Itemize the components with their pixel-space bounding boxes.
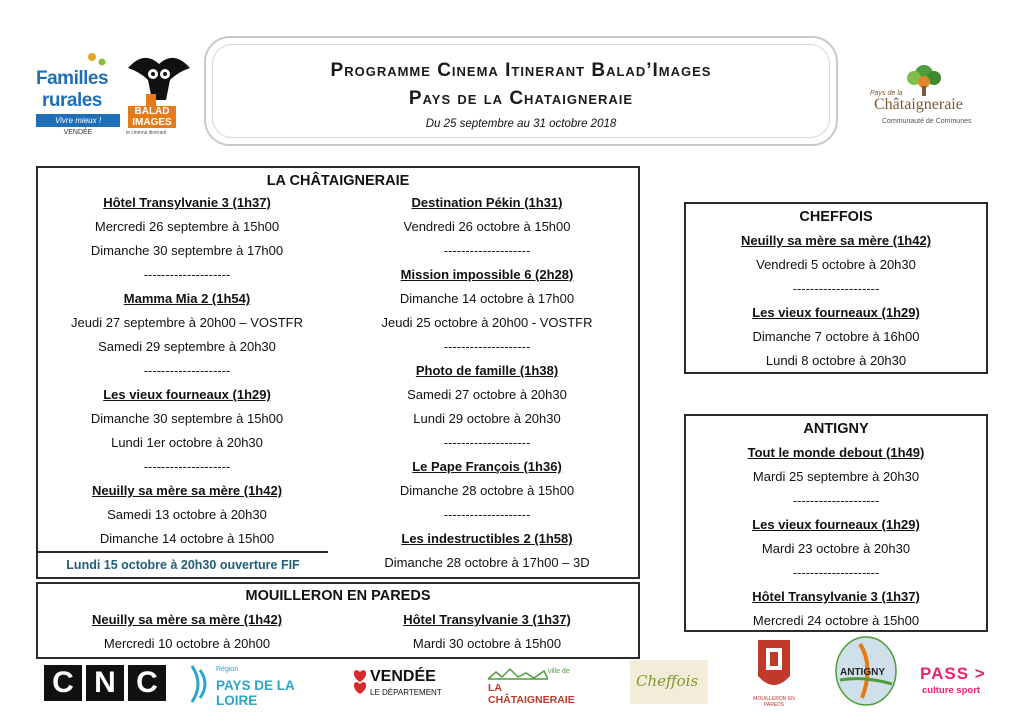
antigny-logo: [834, 636, 898, 706]
mouilleron-box: [36, 582, 640, 659]
showtime: Mardi 25 septembre à 20h30: [752, 469, 920, 484]
vendee-departement-logo: [352, 666, 448, 702]
antigny-box: [684, 414, 988, 632]
pass-line1: PASS >: [920, 664, 986, 683]
movie-title: Mamma Mia 2 (1h54): [123, 291, 251, 306]
movie-title: Destination Pékin (1h31): [411, 195, 563, 210]
familles-rurales-sub: VENDÉE: [63, 129, 93, 136]
showtime: Dimanche 30 septembre à 17h00: [90, 243, 284, 258]
movie-title: Mission impossible 6 (2h28): [400, 267, 574, 282]
showtime: Jeudi 25 octobre à 20h00 - VOSTFR: [381, 315, 593, 330]
showtime: Samedi 13 octobre à 20h30: [107, 507, 267, 522]
movie-title: Hôtel Transylvanie 3 (1h37): [403, 612, 571, 627]
vendee-sub: LE DÉPARTEMENT: [370, 688, 442, 697]
separator: --------------------: [443, 243, 531, 258]
showtime: Dimanche 28 octobre à 15h00: [399, 483, 575, 498]
familles-word: Familles: [36, 68, 109, 89]
showtime: Dimanche 7 octobre à 16h00: [752, 329, 920, 344]
showtime: Lundi 8 octobre à 20h30: [765, 353, 907, 368]
pays-name: Châtaigneraie: [874, 96, 963, 113]
movie-title: Les vieux fourneaux (1h29): [752, 305, 920, 320]
date-range: Du 25 septembre au 31 octobre 2018: [425, 118, 617, 130]
cnc-letter-1: C: [44, 665, 82, 701]
separator: --------------------: [143, 363, 231, 378]
cnc-logo: [44, 665, 170, 703]
fif-opening-note: Lundi 15 octobre à 20h30 ouverture FIF: [38, 551, 328, 575]
cheffois-title: CHEFFOIS: [799, 209, 873, 225]
showtime: Mercredi 10 octobre à 20h00: [103, 636, 271, 651]
separator: --------------------: [792, 565, 880, 580]
separator: --------------------: [443, 507, 531, 522]
skyline-icon: [488, 666, 548, 680]
movie-title: Les vieux fourneaux (1h29): [103, 387, 271, 402]
separator: --------------------: [792, 493, 880, 508]
movie-title: Hôtel Transylvanie 3 (1h37): [752, 589, 920, 604]
separator: --------------------: [443, 435, 531, 450]
mouilleron-crest-icon: [752, 636, 796, 696]
separator: --------------------: [143, 267, 231, 282]
ville-small-label: ville de: [548, 668, 570, 675]
vendee-hearts-icon: [352, 668, 368, 698]
balad-images-text: BALAD IMAGES: [128, 106, 176, 128]
movie-title: Photo de famille (1h38): [415, 363, 559, 378]
showtime: Dimanche 14 octobre à 15h00: [99, 531, 275, 546]
movie-title: Les vieux fourneaux (1h29): [752, 517, 920, 532]
tree-icon: [894, 62, 954, 98]
region-pays-de-la-loire-logo: [188, 664, 338, 708]
pays-chataigneraie-logo: [868, 62, 988, 134]
title-frame: [204, 36, 838, 146]
separator: --------------------: [143, 459, 231, 474]
ville-name: LA CHÂTAIGNERAIE: [488, 682, 575, 706]
showtime: Samedi 29 septembre à 20h30: [98, 339, 276, 354]
showtime: Dimanche 28 octobre à 17h00 – 3D: [384, 555, 590, 570]
movie-title: Les indestructibles 2 (1h58): [401, 531, 573, 546]
showtime: Samedi 27 octobre à 20h30: [407, 387, 567, 402]
region-arcs-icon: [188, 664, 212, 704]
pass-line2: culture sport: [922, 685, 981, 696]
familles-rurales-logo: [36, 52, 120, 142]
antigny-logo-name: ANTIGNY: [840, 667, 885, 678]
separator: --------------------: [443, 339, 531, 354]
page-title: Programme Cinema Itinerant Balad’Images: [330, 60, 712, 81]
chataigneraie-box: [36, 166, 640, 579]
showtime: Vendredi 5 octobre à 20h30: [756, 257, 916, 272]
familles-rurales-tagline: Vivre mieux !: [36, 114, 120, 127]
showtime: Lundi 29 octobre à 20h30: [413, 411, 561, 426]
cheffois-logo-name: Cheffois: [636, 672, 699, 690]
showtime: Vendredi 26 octobre à 15h00: [403, 219, 571, 234]
movie-title: Hôtel Transylvanie 3 (1h37): [103, 195, 271, 210]
mouilleron-logo: [752, 636, 796, 706]
movie-title: Neuilly sa mère sa mère (1h42): [740, 233, 932, 248]
cnc-letter-2: N: [86, 665, 124, 701]
antigny-title: ANTIGNY: [803, 421, 869, 437]
page-subtitle: Pays de la Chataigneraie: [408, 88, 634, 109]
mouilleron-title: MOUILLERON EN PAREDS: [245, 588, 431, 604]
showtime: Mercredi 24 octobre à 15h00: [752, 613, 920, 628]
ville-chataigneraie-logo: [486, 666, 582, 706]
separator: --------------------: [792, 281, 880, 296]
balad-images-logo: [126, 50, 192, 142]
region-name: PAYS DE LA LOIRE: [216, 678, 295, 708]
showtime: Jeudi 27 septembre à 20h00 – VOSTFR: [71, 315, 303, 330]
owl-icon: [126, 50, 192, 108]
movie-title: Tout le monde debout (1h49): [747, 445, 925, 460]
chataigneraie-title: LA CHÂTAIGNERAIE: [266, 173, 410, 189]
cheffois-logo: [630, 660, 708, 704]
showtime: Dimanche 14 octobre à 17h00: [399, 291, 575, 306]
showtime: Mardi 30 octobre à 15h00: [412, 636, 562, 651]
movie-title: Le Pape François (1h36): [412, 459, 562, 474]
balad-images-sub: le cinéma itinérant: [126, 130, 167, 136]
movie-title: Neuilly sa mère sa mère (1h42): [91, 483, 283, 498]
cheffois-box: [684, 202, 988, 374]
region-top-label: Région: [216, 666, 239, 673]
cnc-letter-3: C: [128, 665, 166, 701]
mouilleron-caption: MOUILLERON EN PAREDS: [753, 696, 795, 708]
pays-sub: Communauté de Communes: [882, 118, 972, 125]
showtime: Lundi 1er octobre à 20h30: [111, 435, 263, 450]
showtime: Dimanche 30 septembre à 15h00: [90, 411, 284, 426]
rurales-word: rurales: [42, 90, 102, 111]
pays-prefix: Pays de la: [870, 90, 903, 97]
movie-title: Neuilly sa mère sa mère (1h42): [91, 612, 283, 627]
showtime: Mardi 23 octobre à 20h30: [761, 541, 911, 556]
pass-culture-sport-logo: [918, 664, 998, 702]
vendee-name: VENDÉE: [370, 668, 436, 685]
showtime: Mercredi 26 septembre à 15h00: [94, 219, 280, 234]
